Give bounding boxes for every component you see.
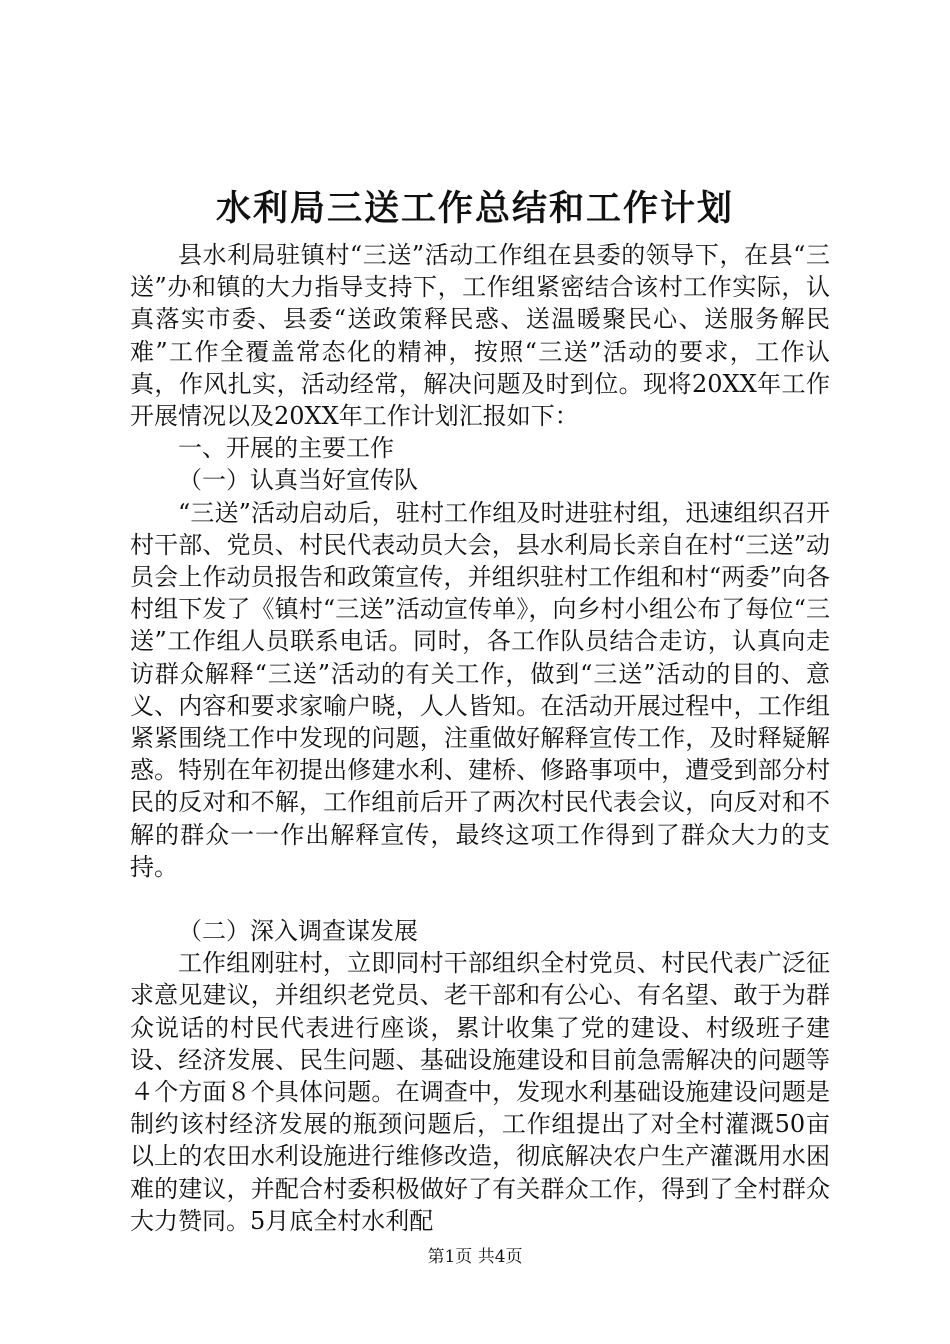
document-body — [130, 239, 830, 1237]
intro-paragraph: 县水利局驻镇村“三送”活动工作组在县委的领导下，在县“三送”办和镇的大力指导支持下，工作组紧密结合该村工作实际，认真落实市委、县委“送政策释民惑、送温暖聚民心、送服务解民难”工作全覆盖常态化的精神，按照“三送”活动的要求，工作认真，作风扎实，活动经常，解决问题及时到位。现将20XX年工作开展情况以及20XX年工作计划汇报如下： — [130, 241, 830, 431]
section-heading-main-work: 一、开展的主要工作 — [178, 434, 394, 463]
page-number-footer: 第1页 共4页 — [427, 1247, 523, 1267]
document-title: 水利局三送工作总结和工作计划 — [215, 188, 734, 229]
paragraph-spacer — [130, 883, 830, 915]
publicity-paragraph: “三送”活动启动后，驻村工作组及时进驻村组，迅速组织召开村干部、党员、村民代表动员大会，县水利局长亲自在村“三送”动员会上作动员报告和政策宣传，并组织驻村工作组和村“两委”向各村组下发了《镇村“三送”活动宣传单》，向乡村小组公布了每位“三送”工作组人员联系电话。同时，各工作队员结合走访，认真向走访群众解释“三送”活动的有关工作，做到“三送”活动的目的、意义、内容和要求家喻户晓，人人皆知。在活动开展过程中，工作组紧紧围绕工作中发现的问题，注重做好解释宣传工作，及时释疑解惑。特别在年初提出修建水利、建桥、修路事项中，遭受到部分村民的反对和不解，工作组前后开了两次村民代表会议，向反对和不解的群众一一作出解释宣传，最终这项工作得到了群众大力的支持。 — [130, 498, 830, 881]
subsection-heading-publicity: （一）认真当好宣传队 — [178, 466, 418, 495]
investigation-paragraph: 工作组刚驻村，立即同村干部组织全村党员、村民代表广泛征求意见建议，并组织老党员、老干部和有公心、有名望、敢于为群众说话的村民代表进行座谈，累计收集了党的建设、村级班子建设、经济发展、民生问题、基础设施建设和目前急需解决的问题等４个方面８个具体问题。在调查中，发现水利基础设施建设问题是制约该村经济发展的瓶颈问题后，工作组提出了对全村灌溉50亩以上的农田水利设施进行维修改造，彻底解决农户生产灌溉用水困难的建议，并配合村委积极做好了有关群众工作，得到了全村群众大力赞同。5月底全村水利配 — [130, 949, 830, 1235]
subsection-heading-investigation: （二）深入调查谋发展 — [178, 917, 418, 946]
